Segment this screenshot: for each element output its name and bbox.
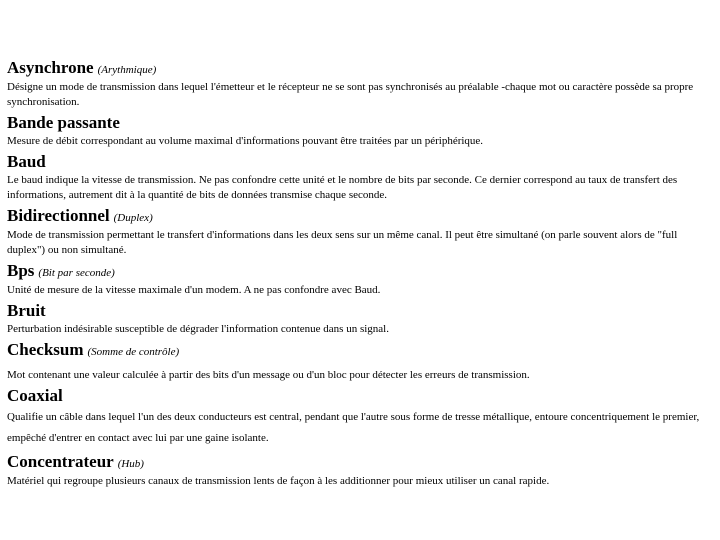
term-definition: Qualifie un câble dans lequel l'un des deux conducteurs est central, pendant que l'autre sous forme de tresse métallique, entoure concentriquement le premier, empêché d'entrer en contact avec lui par une gaine isolante. xyxy=(7,411,700,444)
term-gloss: (Bit par seconde) xyxy=(38,267,115,279)
term-gloss: (Somme de contrôle) xyxy=(87,346,180,358)
term-title: Baud xyxy=(7,152,46,171)
term-gloss: (Arythmique) xyxy=(97,64,157,76)
term-line xyxy=(7,340,713,362)
glossary-entry-checksum xyxy=(7,340,713,383)
term-definition: Désigne un mode de transmission dans lequel l'émetteur et le récepteur ne se sont pas synchronisés au préalable -chaque mot ou caractère possède sa propre synchronisation. xyxy=(7,81,694,108)
term-line xyxy=(7,58,713,80)
term-title: Concentrateur xyxy=(7,452,114,471)
term-definition: Mesure de débit correspondant au volume maximal d'informations pouvant être traitées par un périphérique. xyxy=(7,135,484,147)
glossary-entry-bidirectionnel xyxy=(7,206,713,258)
glossary-entry-bps xyxy=(7,261,713,298)
term-title: Asynchrone xyxy=(7,58,94,77)
term-line xyxy=(7,301,713,322)
glossary-entry-asynchrone xyxy=(7,58,713,110)
term-title: Checksum xyxy=(7,340,84,359)
term-gloss: (Duplex) xyxy=(113,212,153,224)
term-title: Bidirectionnel xyxy=(7,206,110,225)
glossary-entry-bruit xyxy=(7,301,713,337)
term-line xyxy=(7,152,713,173)
glossary-list xyxy=(7,58,713,489)
term-gloss: (Hub) xyxy=(117,458,144,470)
term-title: Bande passante xyxy=(7,113,120,132)
term-definition: Matériel qui regroupe plusieurs canaux de transmission lents de façon à les additionner pour mieux utiliser un canal rapide. xyxy=(7,475,550,487)
term-line xyxy=(7,452,713,474)
term-line xyxy=(7,113,713,134)
term-line xyxy=(7,261,713,283)
term-title: Bps xyxy=(7,261,35,280)
term-definition: Unité de mesure de la vitesse maximale d'un modem. A ne pas confondre avec Baud. xyxy=(7,284,381,296)
term-title: Bruit xyxy=(7,301,46,320)
term-definition: Mot contenant une valeur calculée à partir des bits d'un message ou d'un bloc pour détecter les erreurs de transmission. xyxy=(7,369,530,381)
term-title: Coaxial xyxy=(7,386,63,405)
term-definition: Le baud indique la vitesse de transmission. Ne pas confondre cette unité et le nombre de bits par seconde. Ce dernier correspond au taux de transfert des informations, autrement dit à la quantité de bits de données transmise chaque seconde. xyxy=(7,174,678,201)
term-line xyxy=(7,386,713,407)
glossary-entry-baud xyxy=(7,152,713,203)
term-definition: Perturbation indésirable susceptible de dégrader l'information contenue dans un signal. xyxy=(7,323,389,335)
term-line xyxy=(7,206,713,228)
glossary-entry-bande-passante xyxy=(7,113,713,149)
term-definition: Mode de transmission permettant le transfert d'informations dans les deux sens sur un même canal. Il peut être simultané (on parle souvent alors de "full duplex") ou non simultané. xyxy=(7,229,678,256)
glossary-entry-concentrateur xyxy=(7,452,713,489)
glossary-entry-coaxial xyxy=(7,386,713,449)
